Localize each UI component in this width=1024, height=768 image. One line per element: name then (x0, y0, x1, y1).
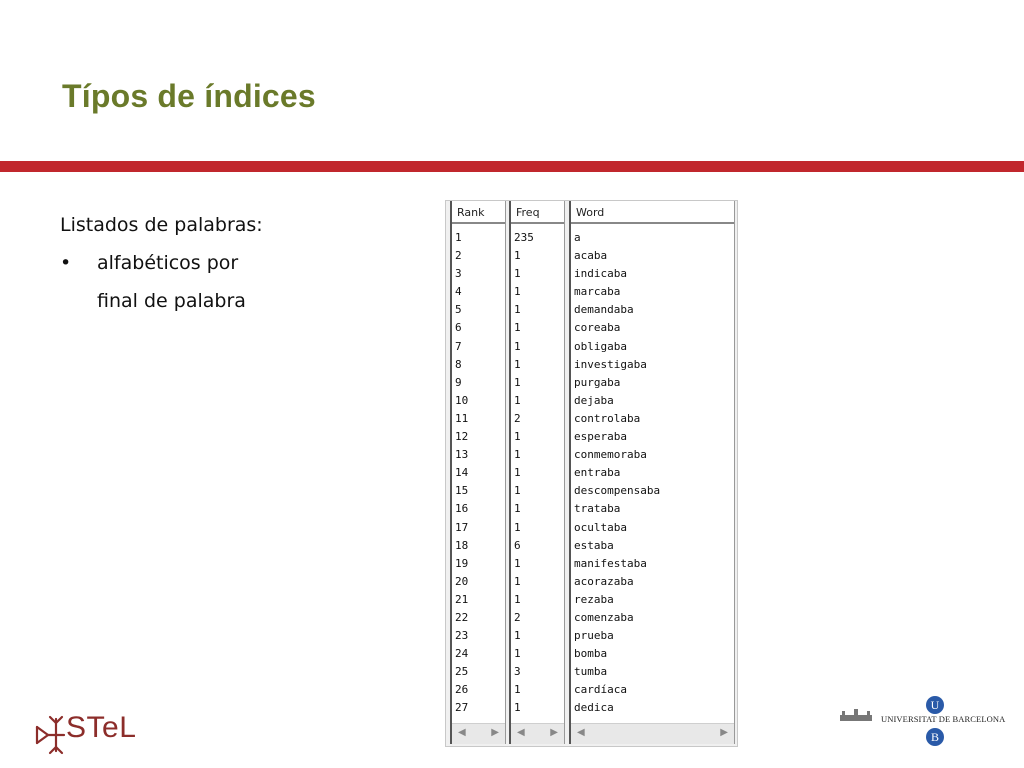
word-cell[interactable]: purgaba (574, 375, 621, 389)
rank-cell[interactable]: 11 (455, 411, 469, 425)
freq-cell[interactable]: 1 (514, 701, 521, 715)
rank-scrollbar[interactable] (452, 723, 505, 744)
freq-cell[interactable]: 1 (514, 484, 521, 498)
rank-cell[interactable]: 10 (455, 393, 469, 407)
freq-cell[interactable]: 1 (514, 466, 521, 480)
freq-cell[interactable]: 2 (514, 610, 521, 624)
freq-cell[interactable]: 1 (514, 683, 521, 697)
arrow-left-icon[interactable]: ◀ (577, 727, 585, 738)
freq-cell[interactable]: 1 (514, 592, 521, 606)
freq-column (509, 201, 565, 744)
ub-logo-text: UNIVERSITAT DE BARCELONA (881, 714, 1006, 724)
rank-cell[interactable]: 13 (455, 448, 469, 462)
ub-top-letter: U (930, 698, 940, 712)
rank-cell[interactable]: 18 (455, 538, 469, 552)
arrow-left-icon[interactable]: ◀ (458, 727, 466, 738)
freq-header[interactable]: Freq (511, 201, 564, 224)
freq-cell[interactable]: 1 (514, 430, 521, 444)
word-cell[interactable]: demandaba (574, 303, 634, 317)
freq-cell[interactable]: 1 (514, 321, 521, 335)
freq-cell[interactable]: 1 (514, 339, 521, 353)
word-header[interactable]: Word (571, 201, 734, 224)
word-cell[interactable]: estaba (574, 538, 614, 552)
freq-cell[interactable]: 1 (514, 357, 521, 371)
bullet-text-line-1: alfabéticos por (97, 252, 239, 274)
rank-cell[interactable]: 9 (455, 375, 462, 389)
word-column (569, 201, 735, 744)
freq-cell[interactable]: 1 (514, 556, 521, 570)
freq-cell[interactable]: 1 (514, 249, 521, 263)
word-cell[interactable]: dedica (574, 701, 614, 715)
arrow-left-icon[interactable]: ◀ (517, 727, 525, 738)
rank-cell[interactable]: 12 (455, 430, 469, 444)
rank-cell[interactable]: 7 (455, 339, 462, 353)
word-cell[interactable]: tumba (574, 665, 608, 679)
rank-cell[interactable]: 5 (455, 303, 462, 317)
freq-cell[interactable]: 1 (514, 647, 521, 661)
word-cell[interactable]: prueba (574, 629, 614, 643)
word-cell[interactable]: conmemoraba (574, 448, 647, 462)
rank-cell[interactable]: 14 (455, 466, 469, 480)
rank-cell[interactable]: 4 (455, 285, 462, 299)
rank-column (450, 201, 506, 744)
word-cell[interactable]: manifestaba (574, 556, 647, 570)
rank-cell[interactable]: 20 (455, 574, 469, 588)
word-cell[interactable]: rezaba (574, 592, 614, 606)
freq-cell[interactable]: 235 (514, 231, 534, 244)
freq-scrollbar[interactable] (511, 723, 564, 744)
word-cell[interactable]: controlaba (574, 411, 641, 425)
rank-header[interactable]: Rank (452, 201, 505, 224)
word-cell[interactable]: acaba (574, 249, 608, 263)
freq-cell[interactable]: 1 (514, 502, 521, 516)
word-cell[interactable]: coreaba (574, 321, 621, 335)
freq-cell[interactable]: 1 (514, 267, 521, 281)
word-cell[interactable]: acorazaba (574, 574, 634, 588)
freq-rows (511, 229, 564, 718)
word-cell[interactable]: a (574, 231, 581, 244)
word-cell[interactable]: indicaba (574, 267, 627, 281)
rank-cell[interactable]: 1 (455, 231, 462, 244)
rank-cell[interactable]: 6 (455, 321, 462, 335)
word-cell[interactable]: descompensaba (574, 484, 661, 498)
freq-cell[interactable]: 1 (514, 303, 521, 317)
word-rows (571, 229, 734, 718)
body-text (60, 206, 263, 320)
freq-cell[interactable]: 1 (514, 520, 521, 534)
ub-bottom-letter: B (930, 730, 940, 744)
bullet-icon: • (60, 252, 72, 274)
freq-cell[interactable]: 1 (514, 574, 521, 588)
rank-cell[interactable]: 16 (455, 502, 469, 516)
word-list-panel (445, 200, 738, 747)
word-cell[interactable]: dejaba (574, 393, 614, 407)
rank-cell[interactable]: 27 (455, 701, 469, 715)
rank-cell[interactable]: 2 (455, 249, 462, 263)
rank-cell[interactable]: 25 (455, 665, 469, 679)
freq-cell[interactable]: 1 (514, 375, 521, 389)
rank-cell[interactable]: 21 (455, 592, 469, 606)
freq-cell[interactable]: 1 (514, 393, 521, 407)
freq-cell[interactable]: 1 (514, 448, 521, 462)
word-cell[interactable]: bomba (574, 647, 608, 661)
word-cell[interactable]: ocultaba (574, 520, 627, 534)
bullet-item (60, 244, 263, 282)
word-cell[interactable]: trataba (574, 502, 621, 516)
title-divider-bar (0, 161, 1024, 172)
freq-cell[interactable]: 3 (514, 665, 521, 679)
arrow-right-icon[interactable]: ▶ (491, 727, 499, 738)
word-cell[interactable]: entraba (574, 466, 621, 480)
word-cell[interactable]: cardíaca (574, 683, 627, 697)
rank-cell[interactable]: 23 (455, 629, 469, 643)
rank-cell[interactable]: 8 (455, 357, 462, 371)
freq-cell[interactable]: 2 (514, 411, 521, 425)
rank-cell[interactable]: 15 (455, 484, 469, 498)
arrow-right-icon[interactable]: ▶ (720, 727, 728, 738)
intro-text: Listados de palabras: (60, 214, 263, 236)
rank-rows (452, 229, 505, 718)
word-cell[interactable]: comenzaba (574, 610, 634, 624)
word-cell[interactable]: obligaba (574, 339, 627, 353)
freq-cell[interactable]: 6 (514, 538, 521, 552)
rank-cell[interactable]: 3 (455, 267, 462, 281)
word-cell[interactable]: investigaba (574, 357, 647, 371)
slide-title: Típos de índices (62, 78, 316, 114)
stel-logo-text: STeL (66, 711, 137, 744)
rank-cell[interactable]: 19 (455, 556, 469, 570)
word-cell[interactable]: esperaba (574, 430, 627, 444)
bullet-text-line-2: final de palabra (97, 290, 246, 312)
freq-cell[interactable]: 1 (514, 285, 521, 299)
rank-cell[interactable]: 26 (455, 683, 469, 697)
rank-cell[interactable]: 22 (455, 610, 469, 624)
word-cell[interactable]: marcaba (574, 285, 621, 299)
freq-cell[interactable]: 1 (514, 629, 521, 643)
rank-cell[interactable]: 17 (455, 520, 469, 534)
arrow-right-icon[interactable]: ▶ (550, 727, 558, 738)
word-scrollbar[interactable] (571, 723, 734, 744)
rank-cell[interactable]: 24 (455, 647, 469, 661)
